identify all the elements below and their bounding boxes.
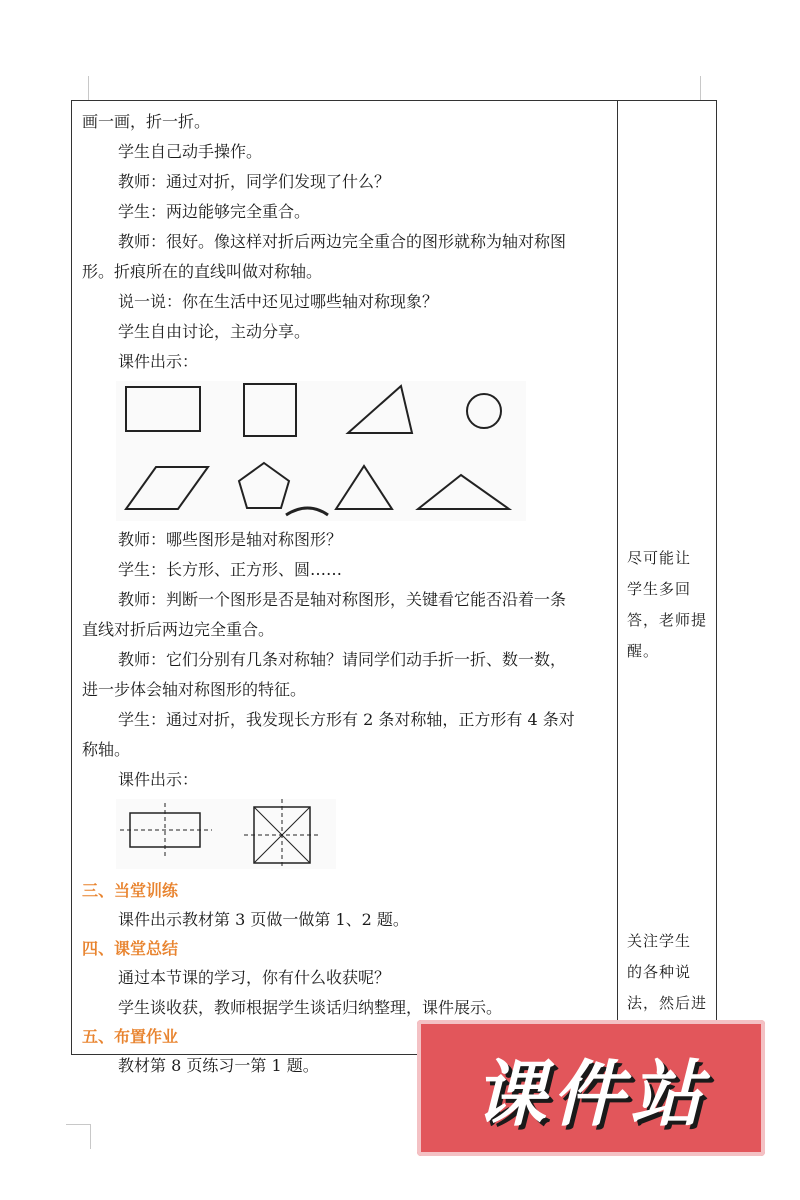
text-line: 进一步体会轴对称图形的特征。 (82, 680, 307, 699)
text-line: 学生自己动手操作。 (118, 142, 263, 161)
side-note-line: 答，老师提 (627, 611, 708, 629)
text-line: 称轴。 (82, 740, 131, 759)
watermark-stamp (417, 1020, 765, 1156)
section-heading-homework: 五、布置作业 (82, 1027, 179, 1046)
text-line: 说一说：你在生活中还见过哪些轴对称现象？ (118, 292, 439, 311)
side-note-line: 的各种说 (627, 963, 692, 981)
axes-svg (116, 799, 336, 869)
text-line: 学生谈收获，教师根据学生谈话归纳整理，课件展示。 (118, 998, 503, 1017)
text-line: 通过本节课的学习，你有什么收获呢？ (118, 968, 391, 987)
side-note-line: 法，然后进 (627, 994, 708, 1012)
text-line: 学生：两边能够完全重合。 (118, 202, 311, 221)
crop-mark-bottom-left (66, 1124, 91, 1149)
text-line: 形。折痕所在的直线叫做对称轴。 (82, 262, 323, 281)
text-line: 直线对折后两边完全重合。 (82, 620, 275, 639)
side-note-line: 关注学生 (627, 932, 692, 950)
text-line: 教师：通过对折，同学们发现了什么？ (118, 172, 391, 191)
text-line: 课件出示： (118, 770, 199, 789)
side-note-line: 尽可能让 (627, 549, 692, 567)
side-note-1 (627, 543, 713, 667)
shapes-svg (116, 381, 526, 521)
lesson-table (71, 100, 717, 1075)
figure-background (116, 381, 526, 521)
text-line: 学生自由讨论，主动分享。 (118, 322, 311, 341)
text-line: 教材第 8 页练习一第 1 题。 (118, 1056, 319, 1075)
text-line: 教师：哪些图形是轴对称图形？ (118, 530, 343, 549)
crop-mark-top-right (700, 76, 701, 100)
text-line: 学生：长方形、正方形、圆…… (118, 560, 343, 579)
main-column (82, 107, 610, 1081)
symmetry-axes-figure (116, 799, 336, 869)
text-line: 画一画，折一折。 (82, 112, 211, 131)
text-line: 教师：它们分别有几条对称轴？请同学们动手折一折、数一数， (118, 650, 567, 669)
crop-mark-top-left (88, 76, 89, 100)
text-line: 教师：很好。像这样对折后两边完全重合的图形就称为轴对称图 (118, 232, 567, 251)
text-line: 课件出示： (118, 352, 199, 371)
column-divider (617, 101, 618, 1054)
stamp-text: 课件站 (473, 1052, 708, 1136)
side-note-line: 学生多回 (627, 580, 692, 598)
text-line: 课件出示教材第 3 页做一做第 1、2 题。 (118, 910, 409, 929)
shapes-figure (116, 381, 526, 521)
text-line: 学生：通过对折，我发现长方形有 2 条对称轴，正方形有 4 条对 (118, 710, 575, 729)
section-heading-summary: 四、课堂总结 (82, 939, 179, 958)
section-heading-practice: 三、当堂训练 (82, 881, 179, 900)
axes-figure-background (116, 799, 336, 869)
side-note-line: 醒。 (627, 642, 660, 660)
text-line: 教师：判断一个图形是否是轴对称图形，关键看它能否沿着一条 (118, 590, 567, 609)
